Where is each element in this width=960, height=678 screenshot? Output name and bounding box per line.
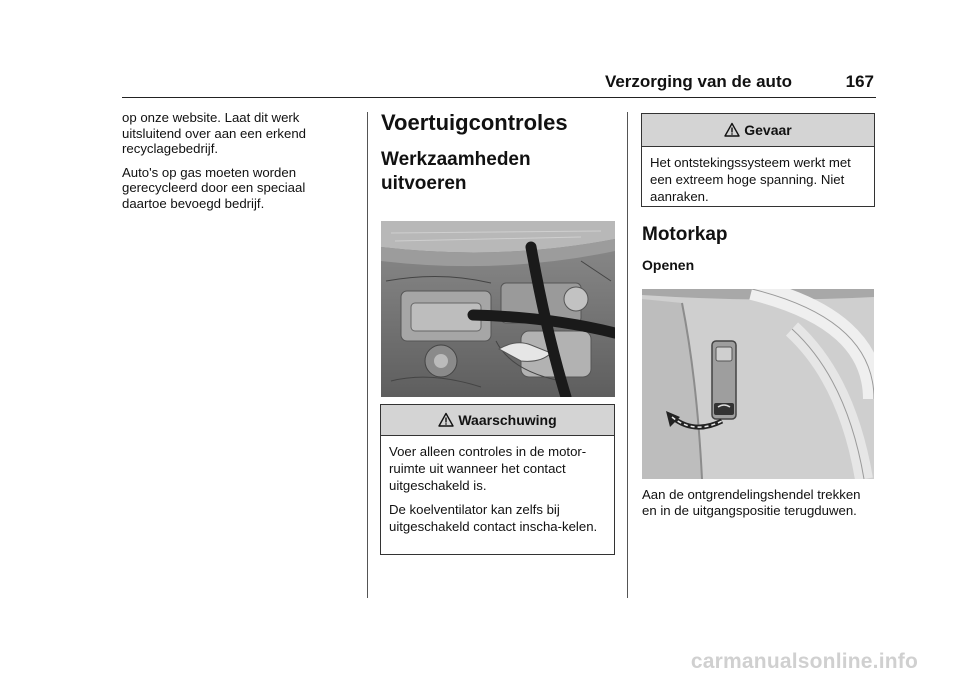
warning-paragraph: De koelventilator kan zelfs bij uitgeschakeld contact inscha-kelen. bbox=[389, 502, 598, 534]
hood-release-lever-icon bbox=[642, 289, 874, 479]
danger-text: Het ontstekingssysteem werkt met een extreem hoge spanning. Niet aanraken. bbox=[650, 155, 851, 204]
header-divider bbox=[122, 97, 876, 98]
hood-caption: Aan de ontgrendelingshendel trekken en in de uitgangspositie terugduwen. bbox=[642, 487, 861, 518]
warning-title-bar bbox=[381, 405, 614, 436]
warning-triangle-icon bbox=[438, 412, 454, 428]
warning-box bbox=[380, 404, 615, 555]
danger-title: Gevaar bbox=[744, 122, 792, 138]
warning-paragraph: Voer alleen controles in de motor-ruimte uit wanneer het contact uitgeschakeld is. bbox=[389, 444, 587, 493]
column-1-text bbox=[122, 110, 347, 219]
subheading-openen: Openen bbox=[642, 257, 695, 273]
warning-triangle-icon bbox=[724, 122, 740, 138]
page-number: 167 bbox=[845, 72, 874, 91]
section-heading-motorkap: Motorkap bbox=[642, 224, 728, 245]
engine-bay-crossed-icon bbox=[381, 221, 615, 397]
subsection-heading: Werkzaamheden uitvoeren bbox=[381, 149, 531, 194]
column-divider-2 bbox=[627, 112, 628, 598]
danger-title-bar bbox=[642, 114, 874, 147]
column-divider-1 bbox=[367, 112, 368, 598]
danger-box bbox=[641, 113, 875, 207]
section-heading: Voertuigcontroles bbox=[381, 110, 568, 135]
warning-title: Waarschuwing bbox=[458, 412, 557, 428]
paragraph: op onze website. Laat dit werk uitsluitend over aan een erkend recyclagebedrijf. bbox=[122, 110, 307, 156]
running-header-title: Verzorging van de auto bbox=[604, 72, 792, 91]
paragraph: Auto's op gas moeten worden gerecycleerd door een speciaal daartoe bevoegd bedrijf. bbox=[122, 164, 306, 211]
watermark: carmanualsonline.info bbox=[690, 650, 918, 673]
